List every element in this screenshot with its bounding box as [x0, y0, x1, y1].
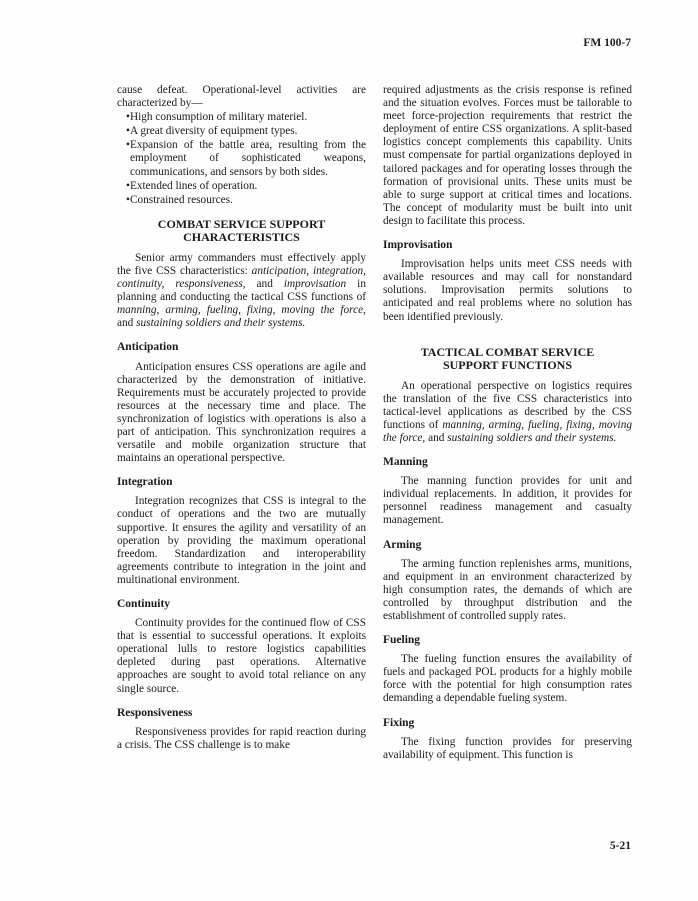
italic-text-run: manning, arming, fueling, fixing, moving the force,	[383, 418, 632, 444]
bullet-item: •Constrained resources.	[126, 193, 233, 206]
right-column	[383, 84, 632, 762]
italic-text-run: improvisation	[283, 278, 347, 291]
text-run: An operational perspective on logistics requires the translation of the five CSS characteristics into tactical-level applications as described by the CSS functions of	[383, 379, 632, 431]
text-run: The fueling function ensures the availability of fuels and packaged POL products for a highly mobile force with the potential for high consumption rates demanding a dependable fueling system.	[383, 653, 632, 705]
subheading: Arming	[383, 538, 422, 551]
text-run: Responsiveness provides for rapid reaction during a crisis. The CSS challenge is to make	[117, 725, 366, 751]
paragraph	[383, 736, 632, 762]
text-run: The manning function provides for unit and individual replacements. In addition, it provides for personnel readiness management and casualty management.	[383, 475, 632, 527]
paragraph	[383, 258, 632, 323]
paragraph	[383, 380, 632, 445]
text-run: Constrained resources.	[129, 193, 233, 206]
text-run: and	[117, 317, 137, 330]
section-heading: COMBAT SERVICE SUPPORT CHARACTERISTICS	[157, 216, 326, 245]
paragraph	[117, 617, 366, 696]
left-column	[117, 84, 366, 762]
italic-text-run: anticipation, integration, continuity, responsiveness,	[117, 264, 366, 291]
text-run: and	[425, 431, 448, 444]
paragraph	[383, 84, 632, 228]
page-header-label: FM 100-7	[583, 37, 631, 49]
subheading: Improvisation	[383, 239, 453, 252]
text-run: Extended lines of operation.	[129, 179, 258, 192]
subheading: Integration	[117, 476, 173, 489]
paragraph	[117, 252, 366, 331]
text-run: Improvisation helps units meet CSS needs with available resources and may call for nonstandard solutions. Improvisation permits solutions to anticipated and real problems where no solution has been identified previously.	[383, 258, 632, 323]
text-run: Continuity provides for the continued flow of CSS that is essential to successful operations. It exploits operational lulls to restore logistics capabilities depleted during past operations. Alternative approaches are sought to avoid total reliance on any single source.	[117, 617, 366, 695]
text-run: and	[245, 278, 284, 291]
text-run: cause defeat. Operational-level activities are characterized by—	[117, 84, 366, 110]
text-run: Integration recognizes that CSS is integral to the conduct of operations and the two are mutually supportive. It ensures the agility and versatility of an operation by providing the maximum operational freedom. Standardization and interoperability agreements contribute to integration in the joint and multinational environment.	[117, 495, 366, 586]
subheading: Manning	[383, 456, 428, 469]
paragraph	[117, 495, 366, 587]
italic-text-run: sustaining soldiers and their systems.	[447, 431, 617, 444]
paragraph	[383, 475, 632, 527]
bullet-item: •Expansion of the battle area, resulting from the employment of sophisticated weapons, communications, and sensors by both sides.	[126, 139, 366, 178]
text-run: Senior army commanders must effectively apply the five CSS characteristics:	[117, 251, 366, 277]
bullet-item: •High consumption of military materiel.	[126, 111, 308, 124]
bullet-item: •Extended lines of operation.	[126, 179, 258, 192]
italic-text-run: sustaining soldiers and their systems.	[136, 317, 306, 330]
subheading: Fueling	[383, 634, 421, 647]
paragraph	[117, 726, 366, 752]
subheading: Responsiveness	[117, 706, 193, 719]
text-run: The fixing function provides for preserving availability of equipment. This function is	[383, 735, 632, 761]
page-number: 5-21	[609, 840, 631, 852]
paragraph	[383, 558, 632, 623]
paragraph	[383, 653, 632, 705]
italic-text-run: manning, arming, fueling, fixing, moving the force,	[117, 304, 366, 317]
paragraph	[117, 361, 366, 466]
text-run: in planning and conducting the tactical CSS functions of	[117, 278, 366, 304]
text-run: A great diversity of equipment types.	[129, 125, 298, 138]
text-run: Anticipation ensures CSS operations are agile and characterized by the demonstration of initiative. Requirements must be accurately projected to provide resources at the necessary time and place. The synchronization of logistics with operations is also a part of anticipation. This synchronization requires a versatile and mobile organization structure that maintains an operational perspective.	[117, 360, 366, 465]
paragraph	[117, 84, 366, 110]
text-run: required adjustments as the crisis response is refined and the situation evolves. Forces must be tailorable to meet force-projection requirements that restrict the deployment of entire CSS organizations. A split-based logistics concept complements this capability. Units must compensate for partial organizations deployed in tailored packages and for operating losses through the formation of provisional units. These units must be able to surge support at critical times and locations. The concept of modularity must be built into unit design to facilitate this process.	[383, 84, 632, 227]
text-run: High consumption of military materiel.	[129, 111, 308, 124]
section-heading: TACTICAL COMBAT SERVICE SUPPORT FUNCTIONS	[420, 344, 595, 373]
subheading: Anticipation	[117, 341, 179, 354]
text-run: The arming function replenishes arms, munitions, and equipment in an environment characterized by high consumption rates, the demands of which are controlled by throughput distribution and the establishment of controlled supply rates.	[383, 557, 632, 622]
bullet-item: •A great diversity of equipment types.	[126, 125, 298, 138]
two-column-body	[117, 84, 632, 762]
text-run: Expansion of the battle area, resulting from the employment of sophisticated weapons, communications, and sensors by both sides.	[129, 139, 366, 178]
subheading: Continuity	[117, 598, 171, 610]
subheading: Fixing	[383, 716, 415, 729]
